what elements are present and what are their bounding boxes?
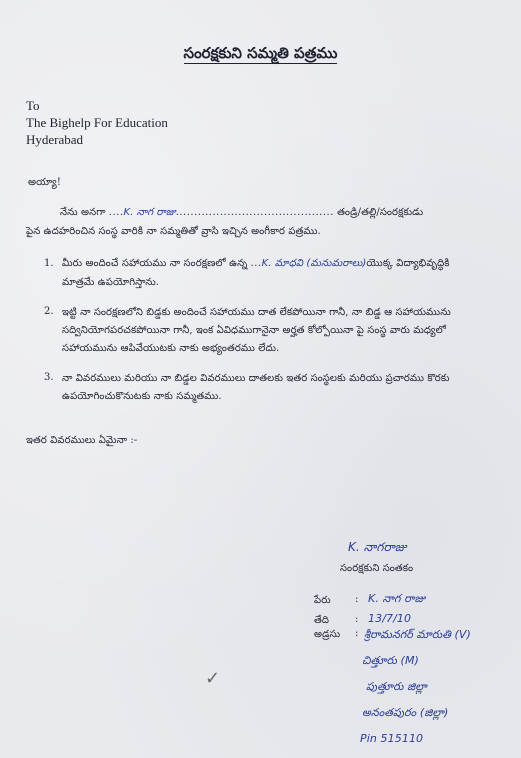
point-1-line2: మాత్రమే ఉపయోగిస్తాను. [62,277,160,288]
address-line-4: అనంతపురం (జిల్లా) [362,706,449,719]
other-details-label: ఇతర వివరములు ఏమైనా :- [26,435,138,446]
point-1-text-end: యొక్క విద్యాభివృద్ధికి [366,258,450,269]
address-label: అడ్రసు [314,629,341,640]
ward-name-handwritten: K. మాధవి (మనుమరాలు) [261,258,367,269]
date-label: తేది [314,615,330,626]
guardian-signature: K. నాగరాజు [348,540,407,554]
address-line-2: చిత్తూరు (M) [362,654,419,667]
letter-title-text: సంరక్షకుని సమ్మతి పత్రము [183,44,338,62]
name-label: పేరు [314,595,331,606]
intro-line: నేను అనగా ....K. నాగ రాజు........................................... తండ్రి/తల్లి/సంరక్షకుడు [60,207,424,218]
point-3-number: 3. [44,372,54,383]
address-line-3: పుత్తూరు జిల్లా [366,680,427,693]
salutation: అయ్యా! [28,177,61,188]
point-3-line2: ఉపయోగించుకొనుటకు నాకు సమ్మతము. [62,391,222,402]
address-city: Hyderabad [26,132,84,147]
address-line-1: శ్రీరామనగర్ మారుతి (V) [364,628,471,641]
date-value: 13/7/10 [368,612,412,625]
point-1-text-start: మీరు అందించే సహాయము నా సంరక్షణలో ఉన్న [62,258,248,269]
consent-letter-page: సంరక్షకుని సమ్మతి పత్రము To The Bighelp For Education Hyderabad అయ్యా! నేను అనగా ....K. నాగ రాజు........................................... తండ్రి/తల్లి/సంరక్షకుడు పైన ఉదహరించిన సంస్థ వారికి నా సమ్మతితో వ్రాసి ఇచ్చిన అంగీకార పత్రము. 1. మీరు అందించే సహాయము నా సంరక్షణలో ఉన్న ...K. మాధవి (మనుమరాలు)యొక్క విద్యాభివృద్ధికి మాత్రమే ఉపయోగిస్తాను. 2. ఇట్టి నా సంరక్షణలోని బిడ్డకు అందించే సహాయము దాత లేకపోయినా గానీ, నా బిడ్డ ఆ సహాయమును సద్వినియోగపరచకపోయినా గానీ, ఇంక ఏవిధముగానైనా అర్హత కోల్పోయినా పై సంస్థ వారు మధ్యలో సహాయమును ఆపివేయుటకు నాకు అభ్యంతరము లేదు. 3. నా వివరములు మరియు నా బిడ్డల వివరములు దాతలకు ఇతర సంస్థలకు మరియు ప్రచారము కొరకు ఉపయోగించుకొనుటకు నాకు సమ్మతము. ఇతర వివరములు ఏమైనా :- K. నాగరాజు సంరక్షకుని సంతకం పేరు : K. నాగ రాజు తేది : 13/7/10 అడ్రసు : శ్రీరామనగర్ మారుతి (V) చిత్తూరు (M) పుత్తూరు జిల్లా అనంతపురం (జిల్లా) Pin 515110 ✓ [0,0,521,758]
address-to: To [26,98,40,113]
point-2-number: 2. [44,306,54,317]
intro-relation: తండ్రి/తల్లి/సంరక్షకుడు [337,207,424,218]
recipient-address [26,97,168,148]
point-2-line3: సహాయమును ఆపివేయుటకు నాకు అభ్యంతరము లేదు. [62,343,280,354]
point-1-line1: మీరు అందించే సహాయము నా సంరక్షణలో ఉన్న ...K. మాధవి (మనుమరాలు)యొక్క విద్యాభివృద్ధికి [62,258,450,269]
address-line-5: Pin 515110 [360,732,424,745]
intro-prefix: నేను అనగా [60,207,106,218]
point-2-line2: సద్వినియోగపరచకపోయినా గానీ, ఇంక ఏవిధముగానైనా అర్హత కోల్పోయినా పై సంస్థ వారు మధ్యలో [62,325,446,336]
signature-caption: సంరక్షకుని సంతకం [340,563,414,574]
point-1-number: 1. [44,258,54,269]
guardian-name-handwritten: K. నాగ రాజు [123,207,176,218]
check-mark-icon: ✓ [205,668,221,689]
intro-line2: పైన ఉదహరించిన సంస్థ వారికి నా సమ్మతితో వ్రాసి ఇచ్చిన అంగీకార పత్రము. [26,226,321,237]
point-3-line1: నా వివరములు మరియు నా బిడ్డల వివరములు దాతలకు ఇతర సంస్థలకు మరియు ప్రచారము కొరకు [62,373,450,384]
address-org: The Bighelp For Education [26,115,168,130]
name-value: K. నాగ రాజు [368,592,426,605]
point-2-line1: ఇట్టి నా సంరక్షణలోని బిడ్డకు అందించే సహాయము దాత లేకపోయినా గానీ, నా బిడ్డ ఆ సహాయమును [62,307,451,318]
letter-title [0,44,521,66]
